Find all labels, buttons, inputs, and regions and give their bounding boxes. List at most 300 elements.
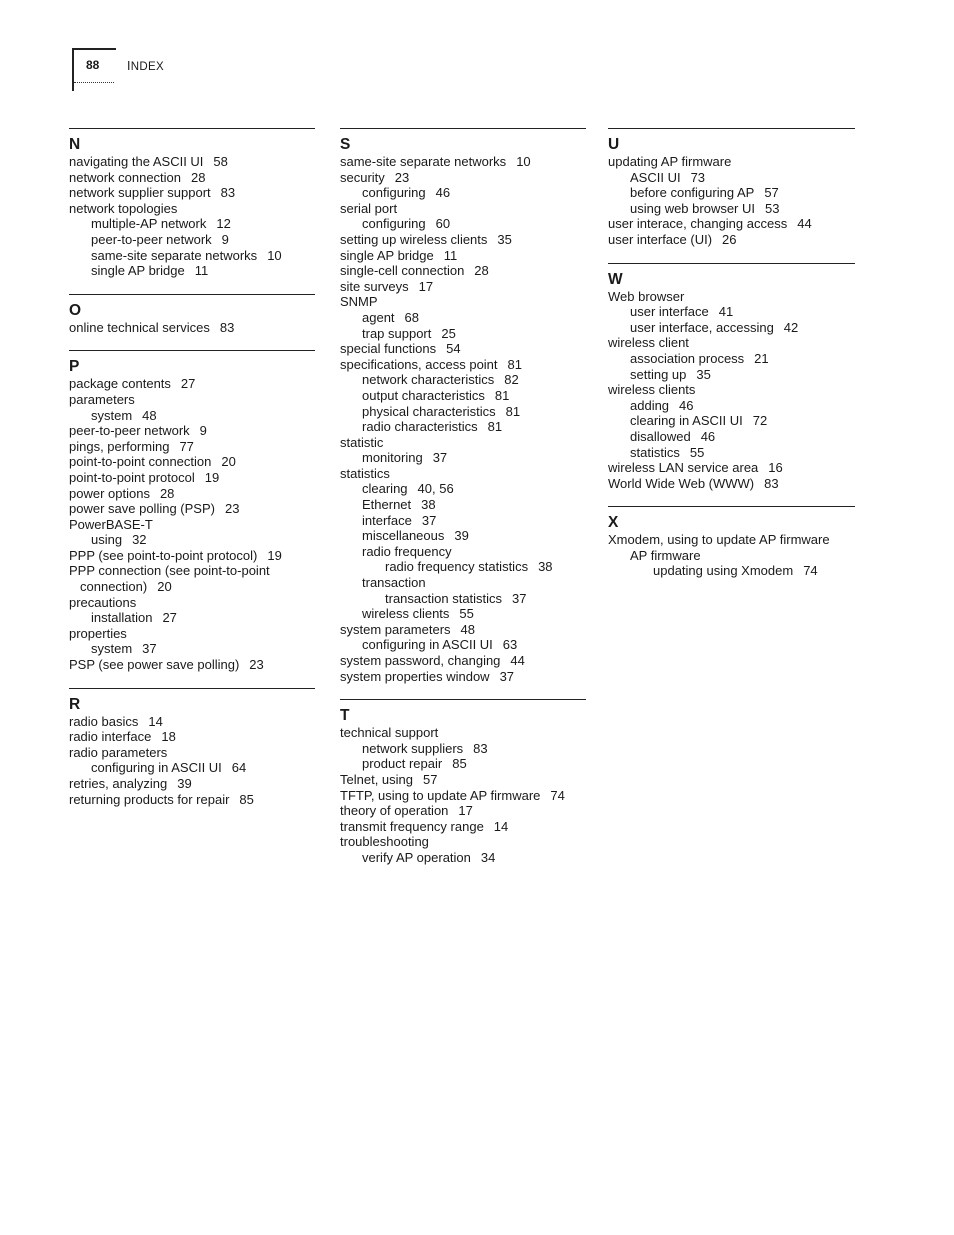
entry-page-ref: 38 — [421, 497, 436, 513]
index-section-n — [69, 128, 315, 279]
index-entry — [69, 563, 315, 594]
index-entry — [340, 263, 586, 279]
entry-term: configuring in ASCII UI — [91, 760, 222, 776]
entry-term: using web browser UI — [630, 200, 755, 216]
entry-page-ref: 46 — [435, 185, 451, 201]
index-section-w — [608, 263, 855, 492]
entry-term: PowerBASE-T — [69, 516, 153, 532]
index-entry — [69, 792, 315, 808]
running-head: INDEX — [127, 59, 164, 73]
entry-page-ref: 37 — [142, 641, 157, 657]
index-entry — [69, 185, 315, 201]
entry-page-ref: 9 — [221, 231, 229, 247]
index-entry — [69, 454, 315, 470]
entry-page-ref: 12 — [216, 216, 231, 232]
entry-page-ref: 46 — [679, 397, 694, 413]
index-entry — [340, 216, 586, 232]
index-entry — [340, 201, 586, 217]
entry-term: power save polling (PSP) — [69, 501, 215, 517]
entry-list — [69, 154, 315, 279]
entry-term: AP firmware — [630, 547, 701, 563]
index-entry — [69, 470, 315, 486]
entry-term: technical support — [340, 725, 439, 741]
index-entry — [340, 481, 586, 497]
entry-term: radio characteristics — [362, 419, 478, 435]
entry-term: system parameters — [340, 621, 451, 637]
entry-term: statistics — [630, 444, 680, 460]
index-entry — [340, 310, 586, 326]
entry-page-ref: 14 — [148, 713, 163, 729]
entry-page-ref: 20 — [221, 454, 236, 470]
entry-page-ref: 23 — [249, 657, 264, 673]
index-entry — [69, 408, 315, 424]
index-section-t — [340, 699, 586, 865]
entry-list — [69, 376, 315, 672]
entry-term: ASCII UI — [630, 169, 681, 185]
entry-term: trap support — [362, 325, 432, 341]
index-entry — [69, 714, 315, 730]
index-entry — [608, 548, 855, 564]
entry-page-ref: 58 — [213, 154, 228, 169]
entry-page-ref: 39 — [177, 776, 192, 791]
index-entry — [340, 450, 586, 466]
entry-page-ref: 42 — [783, 319, 799, 335]
entry-page-ref: 68 — [404, 309, 420, 325]
index-entry — [608, 154, 855, 170]
entry-term: point-to-point connection — [69, 454, 212, 470]
entry-page-ref: 41 — [718, 304, 734, 320]
index-entry — [608, 429, 855, 445]
entry-term: wireless clients — [362, 606, 450, 622]
index-entry — [340, 154, 586, 170]
index-entry — [608, 304, 855, 320]
entry-term: system — [91, 407, 133, 423]
section-letter: S — [340, 136, 351, 153]
entry-term: association process — [630, 350, 745, 366]
index-entry — [340, 756, 586, 772]
index-entry — [69, 641, 315, 657]
index-entry — [69, 170, 315, 186]
entry-page-ref: 19 — [267, 547, 282, 563]
entry-term: PPP connection (see point-to-point connection) — [69, 563, 270, 595]
entry-page-ref: 17 — [418, 278, 434, 294]
entry-term: configuring — [362, 185, 426, 201]
index-entry — [608, 398, 855, 414]
index-entry — [340, 622, 586, 638]
index-entry — [340, 834, 586, 850]
index-entry — [340, 294, 586, 310]
entry-page-ref: 85 — [452, 756, 467, 772]
index-entry — [608, 351, 855, 367]
entry-term: navigating the ASCII UI — [69, 154, 204, 169]
entry-page-ref: 18 — [161, 729, 176, 745]
entry-page-ref: 9 — [199, 423, 207, 439]
entry-term: user interace, changing access — [608, 216, 788, 232]
index-section-x — [608, 506, 855, 579]
entry-term: statistic — [340, 434, 384, 450]
index-entry — [69, 548, 315, 564]
entry-page-ref: 37 — [499, 668, 515, 684]
entry-term: disallowed — [630, 428, 691, 444]
entry-term: security — [340, 169, 385, 185]
entry-term: site surveys — [340, 278, 409, 294]
index-entry — [608, 367, 855, 383]
entry-term: installation — [91, 610, 153, 626]
entry-term: single-cell connection — [340, 263, 465, 279]
entry-page-ref: 44 — [510, 653, 525, 668]
entry-page-ref: 74 — [803, 563, 818, 579]
section-letter: N — [69, 136, 81, 153]
entry-term: setting up — [630, 366, 687, 382]
entry-term: verify AP operation — [362, 849, 471, 865]
entry-page-ref: 83 — [764, 475, 779, 491]
entry-term: specifications, access point — [340, 356, 498, 372]
entry-term: same-site separate networks — [340, 154, 507, 169]
index-entry — [69, 501, 315, 517]
entry-term: network characteristics — [362, 372, 495, 388]
entry-term: precautions — [69, 594, 137, 610]
entry-term: clearing — [362, 481, 408, 497]
entry-term: returning products for repair — [69, 791, 230, 807]
entry-page-ref: 83 — [220, 185, 236, 201]
entry-term: user interface, accessing — [630, 319, 774, 335]
entry-page-ref: 27 — [162, 610, 177, 626]
entry-page-ref: 23 — [224, 501, 240, 517]
header-vertical-rule — [72, 48, 74, 91]
index-entry — [69, 263, 315, 279]
index-column-3 — [608, 128, 855, 594]
index-entry — [340, 326, 586, 342]
entry-term: miscellaneous — [362, 528, 445, 544]
index-entry — [69, 776, 315, 792]
index-entry — [608, 201, 855, 217]
entry-list — [340, 154, 586, 684]
entry-term: using — [91, 532, 123, 548]
entry-term: system — [91, 641, 133, 657]
index-entry — [608, 170, 855, 186]
entry-page-ref: 53 — [765, 200, 780, 216]
index-section-p — [69, 350, 315, 672]
index-section-o — [69, 294, 315, 336]
entry-term: radio frequency — [362, 543, 452, 559]
entry-page-ref: 40, 56 — [417, 481, 454, 497]
index-entry — [69, 320, 315, 336]
entry-term: radio interface — [69, 729, 152, 745]
entry-list — [608, 154, 855, 248]
entry-page-ref: 32 — [132, 532, 147, 548]
entry-term: physical characteristics — [362, 403, 496, 419]
entry-term: wireless LAN service area — [608, 460, 759, 476]
entry-term: Xmodem, using to update AP firmware — [608, 532, 830, 548]
entry-term: transaction statistics — [385, 590, 503, 606]
index-entry — [69, 760, 315, 776]
index-entry — [608, 532, 855, 548]
entry-term: updating AP firmware — [608, 154, 732, 169]
index-entry — [340, 419, 586, 435]
entry-page-ref: 17 — [458, 803, 473, 819]
entry-page-ref: 39 — [454, 528, 469, 544]
index-entry — [340, 544, 586, 560]
entry-term: system password, changing — [340, 653, 501, 668]
index-section-u — [608, 128, 855, 248]
entry-page-ref: 73 — [690, 169, 706, 185]
header-top-rule — [72, 48, 116, 50]
entry-term: network topologies — [69, 200, 178, 216]
index-entry — [69, 729, 315, 745]
index-entry — [69, 376, 315, 392]
entry-page-ref: 85 — [239, 791, 254, 807]
entry-page-ref: 37 — [432, 450, 448, 466]
entry-term: product repair — [362, 756, 443, 772]
entry-page-ref: 11 — [443, 247, 458, 263]
index-entry — [340, 497, 586, 513]
entry-page-ref: 57 — [764, 185, 779, 201]
entry-term: network connection — [69, 169, 182, 185]
section-letter: P — [69, 358, 80, 376]
entry-term: pings, performing — [69, 438, 170, 454]
index-entry — [69, 392, 315, 408]
index-entry — [340, 772, 586, 788]
index-entry — [340, 606, 586, 622]
index-entry — [69, 216, 315, 232]
entry-term: system properties window — [340, 668, 490, 684]
index-entry — [340, 788, 586, 804]
entry-term: interface — [362, 512, 412, 528]
entry-page-ref: 81 — [494, 387, 510, 403]
entry-term: radio parameters — [69, 744, 168, 760]
entry-term: output characteristics — [362, 387, 485, 403]
index-entry — [69, 248, 315, 264]
entry-term: single AP bridge — [91, 263, 185, 279]
entry-page-ref: 55 — [459, 606, 474, 622]
entry-term: package contents — [69, 376, 171, 392]
entry-page-ref: 23 — [394, 169, 410, 185]
entry-term: network supplier support — [69, 185, 211, 201]
index-entry — [340, 388, 586, 404]
entry-page-ref: 82 — [504, 372, 519, 388]
entry-list — [340, 725, 586, 865]
page-header — [72, 48, 212, 92]
entry-page-ref: 74 — [550, 787, 565, 803]
entry-term: network suppliers — [362, 740, 464, 756]
entry-term: PPP (see point-to-point protocol) — [69, 547, 258, 563]
section-letter: O — [69, 301, 82, 319]
entry-page-ref: 21 — [754, 350, 769, 366]
entry-term: user interface (UI) — [608, 231, 713, 247]
entry-term: statistics — [340, 465, 390, 481]
entry-page-ref: 34 — [480, 849, 496, 865]
entry-page-ref: 81 — [505, 403, 521, 419]
section-letter: R — [69, 695, 81, 713]
entry-page-ref: 72 — [752, 413, 768, 429]
entry-page-ref: 10 — [516, 154, 531, 169]
entry-page-ref: 77 — [179, 438, 194, 454]
entry-term: troubleshooting — [340, 834, 429, 850]
page-number: 88 — [86, 58, 100, 72]
entry-page-ref: 35 — [696, 366, 711, 382]
entry-term: radio basics — [69, 713, 139, 729]
index-entry — [608, 460, 855, 476]
index-entry — [69, 201, 315, 217]
entry-term: adding — [630, 397, 670, 413]
index-entry — [69, 595, 315, 611]
section-letter: U — [608, 136, 620, 153]
entry-page-ref: 10 — [267, 247, 282, 263]
entry-term: Web browser — [608, 288, 685, 304]
entry-page-ref: 48 — [142, 407, 157, 423]
entry-page-ref: 64 — [231, 760, 247, 776]
entry-term: power options — [69, 485, 150, 501]
entry-term: configuring in ASCII UI — [362, 637, 493, 653]
entry-list — [69, 320, 315, 336]
entry-page-ref: 28 — [191, 169, 206, 185]
entry-term: retries, analyzing — [69, 776, 168, 791]
entry-page-ref: 60 — [435, 216, 451, 232]
index-entry — [608, 320, 855, 336]
entry-term: updating using Xmodem — [653, 563, 794, 579]
index-column-2 — [340, 128, 586, 881]
index-entry — [340, 513, 586, 529]
entry-page-ref: 63 — [502, 637, 518, 653]
entry-term: agent — [362, 309, 395, 325]
index-entry — [608, 382, 855, 398]
entry-term: point-to-point protocol — [69, 469, 195, 485]
entry-list — [69, 714, 315, 808]
entry-page-ref: 27 — [180, 376, 196, 392]
index-entry — [340, 372, 586, 388]
index-entry — [69, 517, 315, 533]
entry-term: radio frequency statistics — [385, 559, 529, 575]
entry-term: Telnet, using — [340, 771, 413, 787]
index-entry — [340, 725, 586, 741]
index-entry — [340, 170, 586, 186]
entry-page-ref: 26 — [722, 231, 737, 247]
index-entry — [69, 232, 315, 248]
index-entry — [340, 669, 586, 685]
entry-term: monitoring — [362, 450, 423, 466]
entry-page-ref: 11 — [194, 263, 209, 279]
index-entry — [608, 335, 855, 351]
index-entry — [340, 559, 586, 575]
index-entry — [340, 232, 586, 248]
index-entry — [340, 248, 586, 264]
entry-term: same-site separate networks — [91, 247, 258, 263]
entry-term: special functions — [340, 341, 437, 357]
index-entry — [340, 404, 586, 420]
index-entry — [69, 610, 315, 626]
entry-page-ref: 28 — [159, 485, 175, 501]
entry-page-ref: 83 — [473, 740, 488, 756]
entry-page-ref: 19 — [204, 469, 220, 485]
entry-term: properties — [69, 625, 127, 641]
index-column-1 — [69, 128, 315, 822]
entry-term: single AP bridge — [340, 247, 434, 263]
entry-term: setting up wireless clients — [340, 231, 488, 247]
entry-page-ref: 81 — [487, 419, 503, 435]
entry-term: clearing in ASCII UI — [630, 413, 743, 429]
entry-page-ref: 57 — [423, 771, 438, 787]
entry-term: TFTP, using to update AP firmware — [340, 787, 541, 803]
entry-term: configuring — [362, 216, 426, 232]
index-entry — [69, 626, 315, 642]
index-entry — [340, 341, 586, 357]
section-letter: W — [608, 270, 623, 288]
entry-term: parameters — [69, 391, 135, 407]
entry-page-ref: 37 — [512, 590, 527, 606]
entry-term: theory of operation — [340, 803, 449, 819]
index-entry — [340, 185, 586, 201]
index-entry — [340, 279, 586, 295]
index-entry — [69, 486, 315, 502]
entry-term: transmit frequency range — [340, 818, 484, 834]
entry-page-ref: 16 — [768, 460, 783, 476]
entry-page-ref: 55 — [689, 444, 705, 460]
index-section-s — [340, 128, 586, 684]
index-entry — [69, 423, 315, 439]
index-entry — [340, 850, 586, 866]
index-entry — [608, 289, 855, 305]
section-letter: X — [608, 514, 619, 532]
index-entry — [340, 466, 586, 482]
index-entry — [69, 439, 315, 455]
index-entry — [340, 591, 586, 607]
index-entry — [608, 413, 855, 429]
entry-page-ref: 54 — [446, 341, 461, 357]
entry-term: before configuring AP — [630, 185, 755, 201]
entry-list — [608, 289, 855, 492]
entry-page-ref: 20 — [157, 579, 172, 595]
entry-term: wireless client — [608, 335, 689, 351]
index-entry — [340, 357, 586, 373]
entry-term: online technical services — [69, 319, 210, 335]
index-entry — [69, 532, 315, 548]
entry-page-ref: 28 — [474, 263, 489, 279]
index-entry — [608, 563, 855, 579]
entry-page-ref: 83 — [219, 319, 235, 335]
index-entry — [340, 637, 586, 653]
entry-term: Ethernet — [362, 497, 412, 513]
entry-term: World Wide Web (WWW) — [608, 475, 755, 491]
index-entry — [340, 435, 586, 451]
entry-term: user interface — [630, 304, 709, 320]
index-entry — [340, 528, 586, 544]
entry-page-ref: 25 — [441, 325, 456, 341]
entry-page-ref: 37 — [421, 512, 437, 528]
entry-page-ref: 81 — [507, 356, 522, 372]
entry-page-ref: 38 — [538, 559, 553, 575]
index-entry — [69, 745, 315, 761]
index-entry — [608, 445, 855, 461]
entry-page-ref: 44 — [797, 216, 812, 232]
entry-term: wireless clients — [608, 382, 696, 398]
index-entry — [608, 185, 855, 201]
entry-term: PSP (see power save polling) — [69, 657, 240, 673]
index-entry — [340, 575, 586, 591]
index-entry — [340, 819, 586, 835]
index-section-r — [69, 688, 315, 808]
entry-term: SNMP — [340, 294, 378, 310]
entry-page-ref: 46 — [700, 428, 716, 444]
entry-term: peer-to-peer network — [69, 423, 190, 439]
section-letter: T — [340, 707, 350, 725]
index-entry — [69, 657, 315, 673]
index-entry — [608, 232, 855, 248]
entry-term: serial port — [340, 200, 398, 216]
entry-term: peer-to-peer network — [91, 231, 212, 247]
entry-term: multiple-AP network — [91, 216, 207, 232]
entry-page-ref: 35 — [497, 231, 512, 247]
index-entry — [608, 216, 855, 232]
